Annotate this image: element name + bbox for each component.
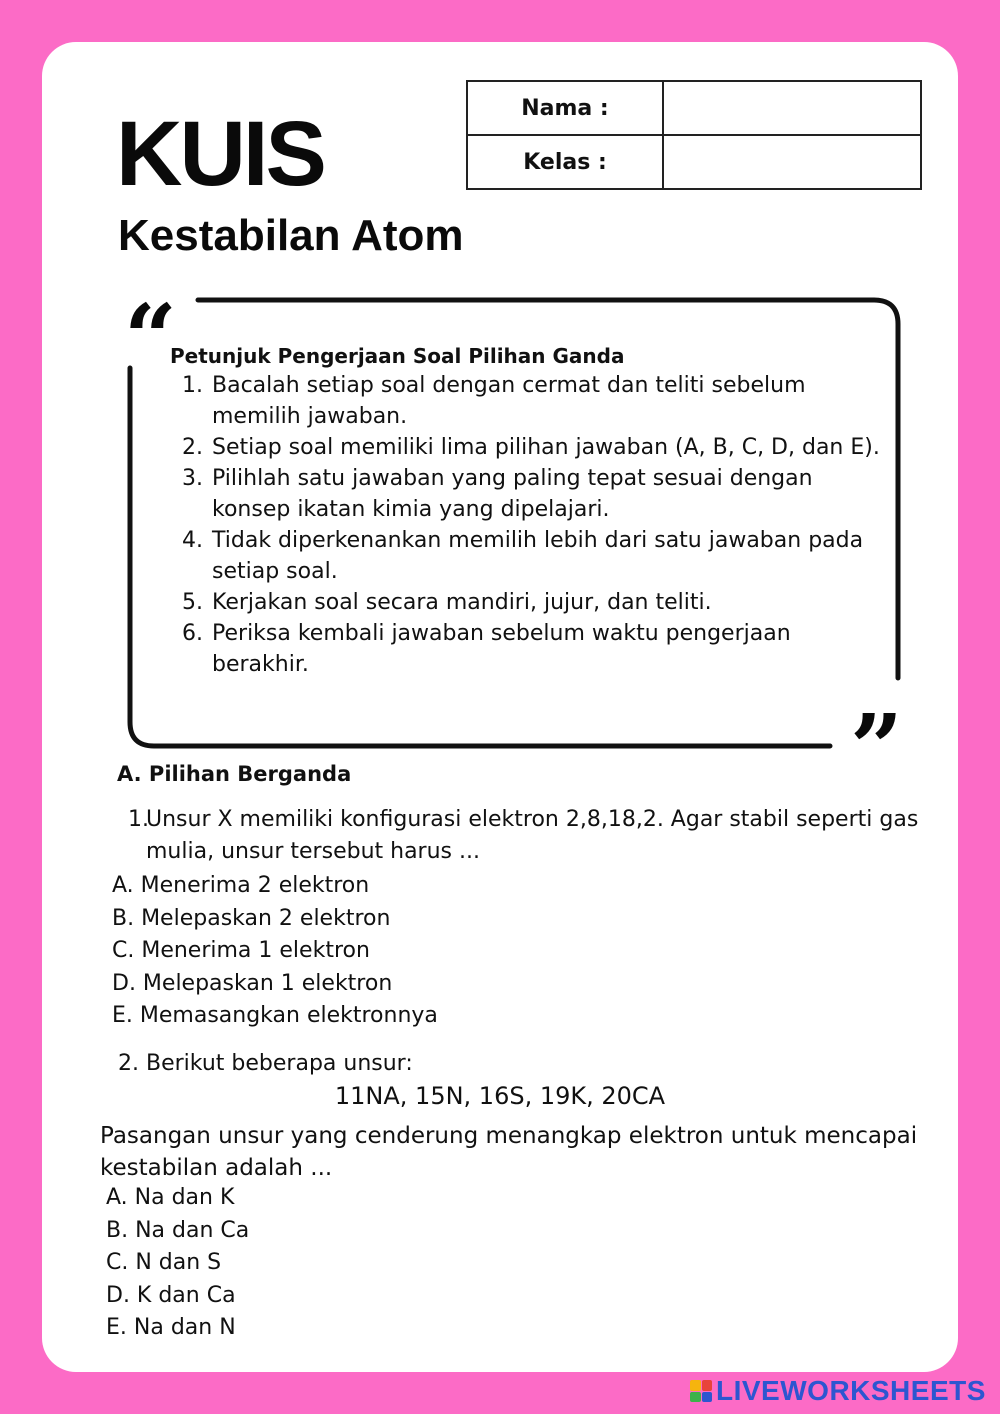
question-2-body: Pasangan unsur yang cenderung menangkap elektron untuk mencapai kestabilan adalah ... <box>100 1123 918 1181</box>
answer-option[interactable]: C. Menerima 1 elektron <box>112 938 370 964</box>
answer-option[interactable]: A. Menerima 2 elektron <box>112 873 370 898</box>
answer-option[interactable]: B. Na dan Ca <box>106 1217 250 1243</box>
question-text: Unsur X memiliki konfigurasi elektron 2,8,18,2. Agar stabil seperti gas mulia, unsur tersebut harus ... <box>146 807 919 864</box>
answer-option[interactable]: B. Melepaskan 2 elektron <box>112 905 391 931</box>
instructions-list <box>170 370 890 680</box>
answer-option[interactable]: D. Melepaskan 1 elektron <box>112 970 393 996</box>
instruction-item: 5. Kerjakan soal secara mandiri, jujur, dan teliti. <box>210 587 890 618</box>
instruction-item: 4. Tidak diperkenankan memilih lebih dari satu jawaban pada setiap soal. <box>210 525 890 587</box>
answer-option[interactable]: C. N dan S <box>106 1250 222 1276</box>
name-label: Nama : <box>467 81 663 135</box>
identity-table <box>466 80 922 190</box>
liveworksheets-logo-icon <box>690 1380 712 1402</box>
worksheet-page <box>42 42 958 1372</box>
page-subtitle: Kestabilan Atom <box>118 211 464 260</box>
name-field[interactable] <box>663 81 921 135</box>
question-1-options <box>112 870 438 1033</box>
question-text: Berikut beberapa unsur: <box>146 1051 413 1076</box>
question-1 <box>128 804 942 868</box>
instruction-item: 1. Bacalah setiap soal dengan cermat dan teliti sebelum memilih jawaban. <box>210 370 890 432</box>
answer-option[interactable]: E. Na dan N <box>106 1315 236 1341</box>
instruction-item: 2. Setiap soal memiliki lima pilihan jawaban (A, B, C, D, dan E). <box>210 432 890 463</box>
section-heading: A. Pilihan Berganda <box>117 762 352 786</box>
question-number: 1. <box>128 807 149 832</box>
answer-option[interactable]: D. K dan Ca <box>106 1282 236 1308</box>
close-quote-icon: ” <box>850 694 903 802</box>
answer-option[interactable]: A. Na dan K <box>106 1185 235 1210</box>
identity-row-name <box>467 81 921 135</box>
question-2 <box>118 1048 413 1080</box>
class-field[interactable] <box>663 135 921 189</box>
element-list: 11NA, 15N, 16S, 19K, 20CA <box>334 1082 666 1110</box>
identity-row-class <box>467 135 921 189</box>
answer-option[interactable]: E. Memasangkan elektronnya <box>112 1003 438 1029</box>
instructions-heading: Petunjuk Pengerjaan Soal Pilihan Ganda <box>170 344 625 368</box>
instruction-item: 3. Pilihlah satu jawaban yang paling tepat sesuai dengan konsep ikatan kimia yang dipelajari. <box>210 463 890 525</box>
instruction-item: 6. Periksa kembali jawaban sebelum waktu pengerjaan berakhir. <box>210 618 890 680</box>
question-number: 2. <box>118 1051 139 1076</box>
page-title: KUIS <box>116 103 324 205</box>
footer-brand <box>690 1374 986 1408</box>
class-label: Kelas : <box>467 135 663 189</box>
question-2-options <box>106 1182 249 1345</box>
open-quote-icon: “ <box>124 284 177 392</box>
brand-name: LIVEWORKSHEETS <box>716 1375 986 1406</box>
instructions-box <box>170 344 890 680</box>
